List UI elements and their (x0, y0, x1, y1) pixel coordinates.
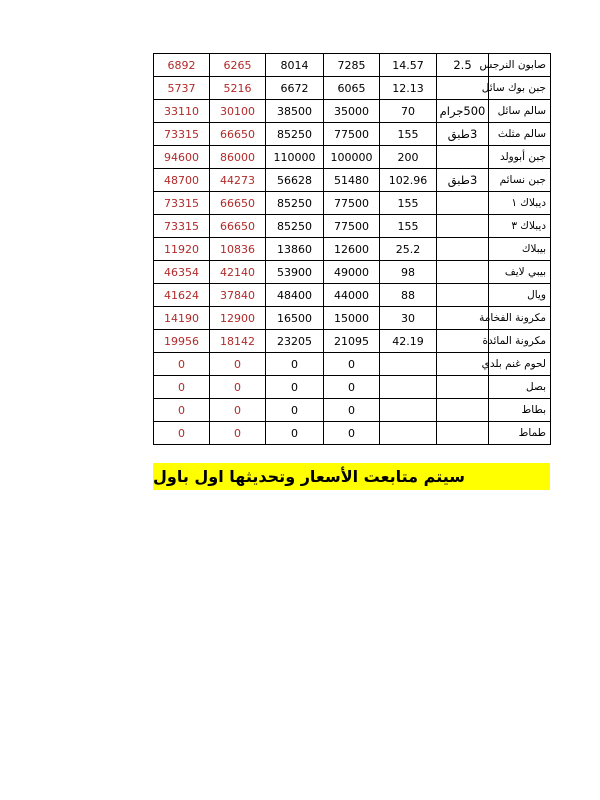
value-col-3-cell: 66650 (210, 192, 266, 215)
pack-size-cell: 3طبق (437, 123, 489, 146)
value-col-3-cell: 18142 (210, 330, 266, 353)
value-col-3-cell: 0 (210, 399, 266, 422)
value-col-4-cell: 6892 (154, 54, 210, 77)
pack-size-cell: 500جرام (437, 100, 489, 123)
value-col-4-cell: 73315 (154, 123, 210, 146)
value-col-4-cell: 0 (154, 399, 210, 422)
pack-size-cell (437, 376, 489, 399)
value-col-1-cell: 100000 (324, 146, 380, 169)
value-col-4-cell: 73315 (154, 215, 210, 238)
value-col-2-cell: 56628 (266, 169, 324, 192)
unit-price-cell: 155 (380, 215, 437, 238)
pack-size-cell (437, 146, 489, 169)
price-table (153, 53, 551, 445)
table-row (154, 376, 551, 399)
table-row (154, 215, 551, 238)
value-col-4-cell: 0 (154, 376, 210, 399)
pack-size-cell (437, 238, 489, 261)
product-name-cell: مكرونة الفخامة (489, 307, 551, 330)
table-row (154, 399, 551, 422)
table-row (154, 353, 551, 376)
price-update-notice: سيتم متابعت الأسعار وتحديثها اول باول (153, 463, 550, 490)
product-name-cell: جبن بوك سائل (489, 77, 551, 100)
value-col-2-cell: 38500 (266, 100, 324, 123)
value-col-2-cell: 85250 (266, 123, 324, 146)
product-name-cell: جبن أبوولد (489, 146, 551, 169)
table-row (154, 146, 551, 169)
unit-price-cell: 88 (380, 284, 437, 307)
table-row (154, 54, 551, 77)
value-col-3-cell: 6265 (210, 54, 266, 77)
pack-size-cell: 2.5 (437, 54, 489, 77)
pack-size-cell (437, 284, 489, 307)
product-name-cell: طماط (489, 422, 551, 445)
value-col-2-cell: 6672 (266, 77, 324, 100)
product-name-cell: بطاط (489, 399, 551, 422)
table-row (154, 77, 551, 100)
product-name-cell: ديبلاك ١ (489, 192, 551, 215)
value-col-3-cell: 37840 (210, 284, 266, 307)
table-row (154, 238, 551, 261)
value-col-4-cell: 19956 (154, 330, 210, 353)
value-col-2-cell: 23205 (266, 330, 324, 353)
value-col-2-cell: 8014 (266, 54, 324, 77)
value-col-4-cell: 0 (154, 353, 210, 376)
value-col-1-cell: 44000 (324, 284, 380, 307)
unit-price-cell: 102.96 (380, 169, 437, 192)
product-name-cell: بصل (489, 376, 551, 399)
value-col-1-cell: 0 (324, 399, 380, 422)
unit-price-cell: 155 (380, 123, 437, 146)
product-name-cell: ويال (489, 284, 551, 307)
product-name-cell: سالم مثلث (489, 123, 551, 146)
value-col-3-cell: 42140 (210, 261, 266, 284)
product-name-cell: ديبلاك ٣ (489, 215, 551, 238)
value-col-1-cell: 6065 (324, 77, 380, 100)
table-row (154, 123, 551, 146)
value-col-1-cell: 49000 (324, 261, 380, 284)
value-col-3-cell: 66650 (210, 215, 266, 238)
unit-price-cell: 70 (380, 100, 437, 123)
unit-price-cell (380, 399, 437, 422)
table-row (154, 330, 551, 353)
product-name-cell: بيبلاك (489, 238, 551, 261)
unit-price-cell (380, 353, 437, 376)
value-col-1-cell: 7285 (324, 54, 380, 77)
value-col-4-cell: 48700 (154, 169, 210, 192)
value-col-1-cell: 0 (324, 376, 380, 399)
value-col-4-cell: 33110 (154, 100, 210, 123)
value-col-4-cell: 41624 (154, 284, 210, 307)
product-name-cell: جبن نسائم (489, 169, 551, 192)
value-col-3-cell: 5216 (210, 77, 266, 100)
value-col-2-cell: 13860 (266, 238, 324, 261)
value-col-3-cell: 66650 (210, 123, 266, 146)
value-col-3-cell: 12900 (210, 307, 266, 330)
pack-size-cell (437, 353, 489, 376)
unit-price-cell: 98 (380, 261, 437, 284)
value-col-3-cell: 44273 (210, 169, 266, 192)
value-col-2-cell: 85250 (266, 215, 324, 238)
pack-size-cell (437, 215, 489, 238)
unit-price-cell: 25.2 (380, 238, 437, 261)
unit-price-cell (380, 422, 437, 445)
value-col-1-cell: 77500 (324, 215, 380, 238)
value-col-2-cell: 85250 (266, 192, 324, 215)
pack-size-cell: 3طبق (437, 169, 489, 192)
unit-price-cell: 14.57 (380, 54, 437, 77)
value-col-4-cell: 0 (154, 422, 210, 445)
value-col-1-cell: 35000 (324, 100, 380, 123)
table-row (154, 169, 551, 192)
table-row (154, 422, 551, 445)
value-col-4-cell: 73315 (154, 192, 210, 215)
value-col-2-cell: 110000 (266, 146, 324, 169)
pack-size-cell (437, 261, 489, 284)
value-col-1-cell: 0 (324, 353, 380, 376)
value-col-2-cell: 0 (266, 422, 324, 445)
unit-price-cell (380, 376, 437, 399)
pack-size-cell (437, 422, 489, 445)
value-col-1-cell: 15000 (324, 307, 380, 330)
value-col-4-cell: 46354 (154, 261, 210, 284)
table-row (154, 307, 551, 330)
value-col-2-cell: 0 (266, 353, 324, 376)
value-col-4-cell: 14190 (154, 307, 210, 330)
value-col-1-cell: 77500 (324, 192, 380, 215)
value-col-2-cell: 0 (266, 376, 324, 399)
table-row (154, 284, 551, 307)
value-col-2-cell: 53900 (266, 261, 324, 284)
table-row (154, 192, 551, 215)
value-col-2-cell: 48400 (266, 284, 324, 307)
value-col-4-cell: 11920 (154, 238, 210, 261)
price-table-body (154, 54, 551, 445)
value-col-3-cell: 0 (210, 353, 266, 376)
value-col-3-cell: 86000 (210, 146, 266, 169)
product-name-cell: سالم سائل (489, 100, 551, 123)
pack-size-cell (437, 192, 489, 215)
product-name-cell: مكرونة المائدة (489, 330, 551, 353)
table-row (154, 261, 551, 284)
value-col-3-cell: 10836 (210, 238, 266, 261)
pack-size-cell (437, 399, 489, 422)
table-row (154, 100, 551, 123)
unit-price-cell: 12.13 (380, 77, 437, 100)
pack-size-cell (437, 77, 489, 100)
value-col-3-cell: 0 (210, 376, 266, 399)
value-col-1-cell: 12600 (324, 238, 380, 261)
value-col-2-cell: 16500 (266, 307, 324, 330)
value-col-1-cell: 77500 (324, 123, 380, 146)
value-col-1-cell: 51480 (324, 169, 380, 192)
product-name-cell: صابون النرجس (489, 54, 551, 77)
pack-size-cell (437, 330, 489, 353)
product-name-cell: بيبي لايف (489, 261, 551, 284)
unit-price-cell: 30 (380, 307, 437, 330)
value-col-4-cell: 5737 (154, 77, 210, 100)
unit-price-cell: 155 (380, 192, 437, 215)
value-col-2-cell: 0 (266, 399, 324, 422)
product-name-cell: لحوم غنم بلدي (489, 353, 551, 376)
value-col-1-cell: 0 (324, 422, 380, 445)
value-col-1-cell: 21095 (324, 330, 380, 353)
unit-price-cell: 42.19 (380, 330, 437, 353)
value-col-4-cell: 94600 (154, 146, 210, 169)
unit-price-cell: 200 (380, 146, 437, 169)
value-col-3-cell: 0 (210, 422, 266, 445)
value-col-3-cell: 30100 (210, 100, 266, 123)
